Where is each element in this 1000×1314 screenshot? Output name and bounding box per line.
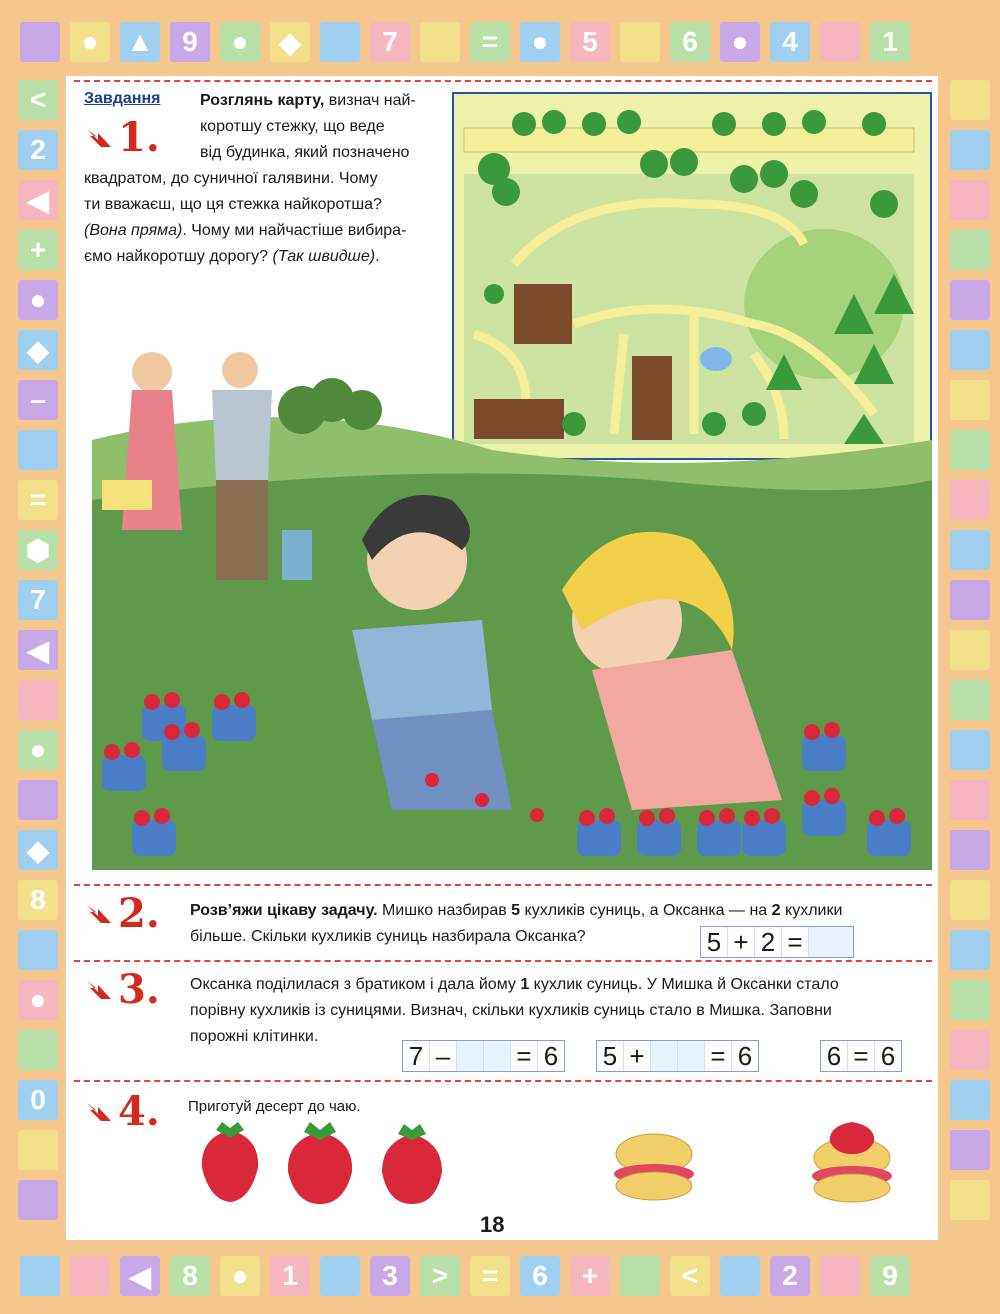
meadow-picture: [92, 330, 932, 870]
task-4-number-text: 4.: [118, 1088, 160, 1135]
equation-cell: =: [705, 1041, 732, 1071]
border-tile: [820, 22, 860, 62]
border-tile: [950, 430, 990, 470]
arrow-icon: [84, 1097, 114, 1127]
border-tile: ◆: [18, 330, 58, 370]
border-tile: 8: [18, 880, 58, 920]
border-tile: [950, 1130, 990, 1170]
strawberry-icon: [288, 1122, 352, 1204]
separator: [74, 80, 932, 82]
task-1-bold: Розглянь карту,: [200, 92, 325, 109]
equation-cell: =: [511, 1041, 538, 1071]
task-3-text: [190, 972, 932, 1050]
border-tile: [950, 730, 990, 770]
task-3-equation-1: [402, 1040, 565, 1072]
task-3-line: порівну кухликів із суницями. Визнач, скільки кухликів суниць стало в Мишка. Заповни: [190, 1002, 832, 1019]
task-1-number-text: 1.: [118, 114, 160, 161]
equation-cell: 7: [403, 1041, 430, 1071]
answer-cell[interactable]: [457, 1041, 484, 1071]
task-2-number: [84, 890, 160, 937]
equation-cell: 6: [880, 1040, 896, 1071]
separator: [74, 960, 932, 962]
equation-cell: =: [782, 927, 809, 957]
border-tile: ◀: [18, 180, 58, 220]
task-2-number-text: 2.: [118, 890, 160, 937]
border-tile: [950, 380, 990, 420]
border-tile: ◆: [270, 22, 310, 62]
border-tile: [950, 130, 990, 170]
arrow-icon: [84, 975, 114, 1005]
border-tile: [18, 1030, 58, 1070]
task-2-line: кухликів суниць, а Оксанка — на: [520, 902, 772, 919]
border-tile: [950, 1080, 990, 1120]
arrow-icon: [84, 899, 114, 929]
answer-cell[interactable]: [651, 1041, 678, 1071]
border-tile: [950, 980, 990, 1020]
equation-cell: +: [624, 1041, 651, 1071]
border-tile: ◆: [18, 830, 58, 870]
task-3-number-text: 3.: [118, 966, 160, 1013]
cookie-strawberry-icon: [812, 1122, 892, 1202]
border-tile: [950, 930, 990, 970]
task-1-answer: (Так швидше): [272, 248, 376, 265]
border-tile: [950, 1030, 990, 1070]
task-1-answer: (Вона пряма): [84, 222, 183, 239]
task-3-number: [84, 966, 160, 1013]
border-tile: [18, 1130, 58, 1170]
border-tile: ●: [18, 730, 58, 770]
border-tile: [70, 1256, 110, 1296]
border-tile: ◀: [120, 1256, 160, 1296]
task-2-number-value: 2: [771, 902, 781, 919]
border-tile: >: [420, 1256, 460, 1296]
task-1-text-bottom: [84, 166, 446, 270]
task-4-number: [84, 1088, 160, 1135]
equation-cell: +: [728, 927, 755, 957]
equation-cell: 5: [597, 1041, 624, 1071]
border-tile: 3: [370, 1256, 410, 1296]
dessert-pictures: [180, 1118, 940, 1208]
task-1-line: від будинка, який позначено: [200, 144, 410, 161]
border-tile: 1: [870, 22, 910, 62]
equation-cell: 5: [701, 927, 728, 957]
border-tile: [620, 22, 660, 62]
strawberry-meadow-illustration: [92, 330, 932, 870]
separator: [74, 884, 932, 886]
border-tile: 0: [18, 1080, 58, 1120]
task-3-line: кухлик суниць. У Мишка й Оксанки стало: [529, 976, 839, 993]
border-tile: [950, 630, 990, 670]
border-tile: –: [18, 380, 58, 420]
border-tile: ●: [220, 1256, 260, 1296]
border-tile: [950, 580, 990, 620]
border-tile: ●: [520, 22, 560, 62]
border-tile: [950, 830, 990, 870]
task-3-line: Оксанка поділилася з братиком і дала йому: [190, 976, 521, 993]
border-tile: ●: [18, 280, 58, 320]
border-tile: [950, 230, 990, 270]
task-1-line: коротшу стежку, що веде: [200, 118, 385, 135]
equation-cell: =: [848, 1041, 875, 1071]
task-2-number-value: 5: [511, 902, 521, 919]
border-tile: [950, 680, 990, 720]
separator: [74, 1080, 932, 1082]
border-tile: ●: [720, 22, 760, 62]
border-tile: <: [18, 80, 58, 120]
answer-cell[interactable]: [809, 927, 853, 957]
task-4-text: Приготуй десерт до чаю.: [188, 1098, 361, 1115]
border-tile: 7: [370, 22, 410, 62]
border-tile: +: [18, 230, 58, 270]
task-2-line: більше. Скільки кухликів суниць назбирала Оксанка?: [190, 928, 586, 945]
border-tile: +: [570, 1256, 610, 1296]
border-tile: [20, 1256, 60, 1296]
border-tile: =: [470, 1256, 510, 1296]
border-tile: ●: [220, 22, 260, 62]
task-heading: Завдання: [84, 90, 161, 107]
border-tile: [950, 180, 990, 220]
strawberry-icon: [382, 1124, 442, 1204]
border-tile: [20, 22, 60, 62]
border-tile: [950, 880, 990, 920]
border-tile: [620, 1256, 660, 1296]
task-3-equation-2: [596, 1040, 759, 1072]
border-tile: [18, 930, 58, 970]
strawberry-icon: [202, 1122, 258, 1202]
task-1-line: квадратом, до суничної галявини. Чому: [84, 170, 378, 187]
task-1-number: [84, 114, 160, 161]
border-tile: 6: [520, 1256, 560, 1296]
task-1-line: визнач най-: [324, 92, 416, 109]
task-2-bold: Розв’яжи цікаву задачу.: [190, 902, 378, 919]
border-tile: 2: [770, 1256, 810, 1296]
border-tile: 6: [670, 22, 710, 62]
border-tile: [950, 80, 990, 120]
border-tile: [950, 530, 990, 570]
page-number: 18: [480, 1212, 505, 1237]
border-tile: ◀: [18, 630, 58, 670]
border-tile: [18, 1180, 58, 1220]
equation-cell: 6: [737, 1040, 753, 1071]
task-1-line: . Чому ми найчастіше вибира-: [182, 222, 407, 239]
border-tile: [720, 1256, 760, 1296]
border-tile: [950, 480, 990, 520]
border-tile: 9: [170, 22, 210, 62]
task-1-line: ти вважаєш, що ця стежка найкоротша?: [84, 196, 382, 213]
answer-cell[interactable]: [484, 1041, 511, 1071]
answer-cell[interactable]: [678, 1041, 705, 1071]
equation-cell: 6: [821, 1041, 848, 1071]
task-3-number-value: 1: [520, 976, 530, 993]
task-2-line: кухлики: [780, 902, 843, 919]
border-tile: [950, 280, 990, 320]
border-tile: ⬢: [18, 530, 58, 570]
border-tile: ●: [18, 980, 58, 1020]
border-tile: ▲: [120, 22, 160, 62]
equation-cell: –: [430, 1041, 457, 1071]
task-1-text-top: [200, 88, 446, 166]
equation-cell: 2: [755, 927, 782, 957]
task-2-equation: [700, 926, 854, 958]
border-tile: 8: [170, 1256, 210, 1296]
task-1-line: .: [375, 248, 380, 265]
border-tile: =: [470, 22, 510, 62]
border-tile: [420, 22, 460, 62]
border-tile: 7: [18, 580, 58, 620]
task-2-line: Мишко назбирав: [377, 902, 512, 919]
task-1-line: ємо найкоротшу дорогу?: [84, 248, 273, 265]
border-tile: 9: [870, 1256, 910, 1296]
border-tile: [320, 1256, 360, 1296]
border-tile: 4: [770, 22, 810, 62]
border-tile: =: [18, 480, 58, 520]
arrow-icon: [84, 123, 114, 153]
border-tile: [950, 1180, 990, 1220]
task-3-equation-3: [820, 1040, 902, 1072]
border-tile: ●: [70, 22, 110, 62]
border-tile: [18, 780, 58, 820]
border-tile: [18, 680, 58, 720]
border-tile: [950, 780, 990, 820]
equation-cell: 6: [543, 1040, 559, 1071]
border-tile: [950, 330, 990, 370]
cookie-sandwich-icon: [614, 1134, 694, 1200]
border-tile: 2: [18, 130, 58, 170]
border-tile: 5: [570, 22, 610, 62]
border-tile: [18, 430, 58, 470]
border-tile: <: [670, 1256, 710, 1296]
task-3-line: порожні клітинки.: [190, 1028, 319, 1045]
border-tile: 1: [270, 1256, 310, 1296]
border-tile: [320, 22, 360, 62]
border-tile: [820, 1256, 860, 1296]
